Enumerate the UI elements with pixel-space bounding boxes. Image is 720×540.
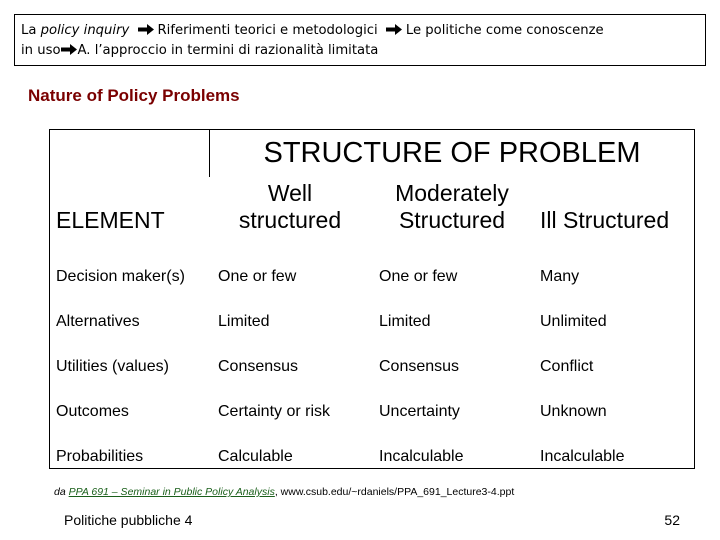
table-cell-well: Calculable: [218, 448, 293, 465]
table-cell-ill: Incalculable: [540, 448, 625, 465]
table-cell-moderate: Limited: [379, 313, 431, 330]
problem-structure-table: [49, 129, 695, 469]
column-header-moderate-line1: Moderately: [395, 180, 509, 206]
column-header-moderately-structured: [370, 180, 534, 234]
table-cell-ill: Unlimited: [540, 313, 607, 330]
footer-page-number: 52: [664, 512, 680, 528]
table-cell-element: Probabilities: [56, 448, 144, 465]
column-header-well-structured: [210, 180, 370, 234]
arrow-right-icon: [386, 24, 402, 35]
slide-header: [14, 14, 706, 66]
footer-course-label: Politiche pubbliche 4: [64, 512, 193, 528]
table-cell-well: Certainty or risk: [218, 403, 331, 420]
arrow-right-icon: [138, 24, 154, 35]
table-cell-element: Utilities (values): [56, 358, 169, 375]
column-header-well-line2: structured: [238, 207, 342, 233]
column-header-element: ELEMENT: [56, 207, 165, 233]
header-text-politiche: Le politiche come conoscenze: [405, 23, 604, 38]
table-title: STRUCTURE OF PROBLEM: [263, 137, 641, 169]
source-prefix: da: [54, 486, 66, 498]
table-cell-well: Limited: [218, 313, 270, 330]
table-cell-ill: Conflict: [540, 358, 594, 375]
table-cell-moderate: Consensus: [379, 358, 460, 375]
column-header-well-line1: Well: [267, 180, 313, 206]
header-text-la: La: [21, 23, 37, 38]
table-cell-moderate: Uncertainty: [379, 403, 460, 420]
table-cell-ill: Unknown: [540, 403, 607, 420]
source-url: , www.csub.edu/~rdaniels/PPA_691_Lecture3-4.ppt: [274, 486, 515, 498]
column-header-ill-structured: Ill Structured: [540, 207, 670, 233]
table-cell-well: Consensus: [218, 358, 299, 375]
header-text-approccio: A. l’approccio in termini di razionalità limitata: [77, 43, 379, 58]
table-cell-element: Alternatives: [56, 313, 140, 330]
table-cell-element: Decision maker(s): [56, 268, 185, 285]
header-line-2: [21, 41, 699, 61]
header-text-in-uso: in uso: [21, 43, 61, 58]
header-text-riferimenti: Riferimenti teorici e metodologici: [157, 23, 378, 38]
table-cell-moderate: One or few: [379, 268, 458, 285]
header-line-1: [21, 21, 699, 41]
table-cell-well: One or few: [218, 268, 297, 285]
source-link[interactable]: PPA 691 – Seminar in Public Policy Analysis: [68, 486, 275, 498]
source-citation: [54, 486, 514, 498]
table-cell-ill: Many: [540, 268, 580, 285]
slide-subtitle: Nature of Policy Problems: [28, 86, 240, 105]
column-header-moderate-line2: Structured: [398, 207, 506, 233]
arrow-right-icon: [61, 44, 77, 55]
table-cell-moderate: Incalculable: [379, 448, 464, 465]
header-text-policy-inquiry: policy inquiry: [40, 23, 130, 38]
table-cell-element: Outcomes: [56, 403, 129, 420]
